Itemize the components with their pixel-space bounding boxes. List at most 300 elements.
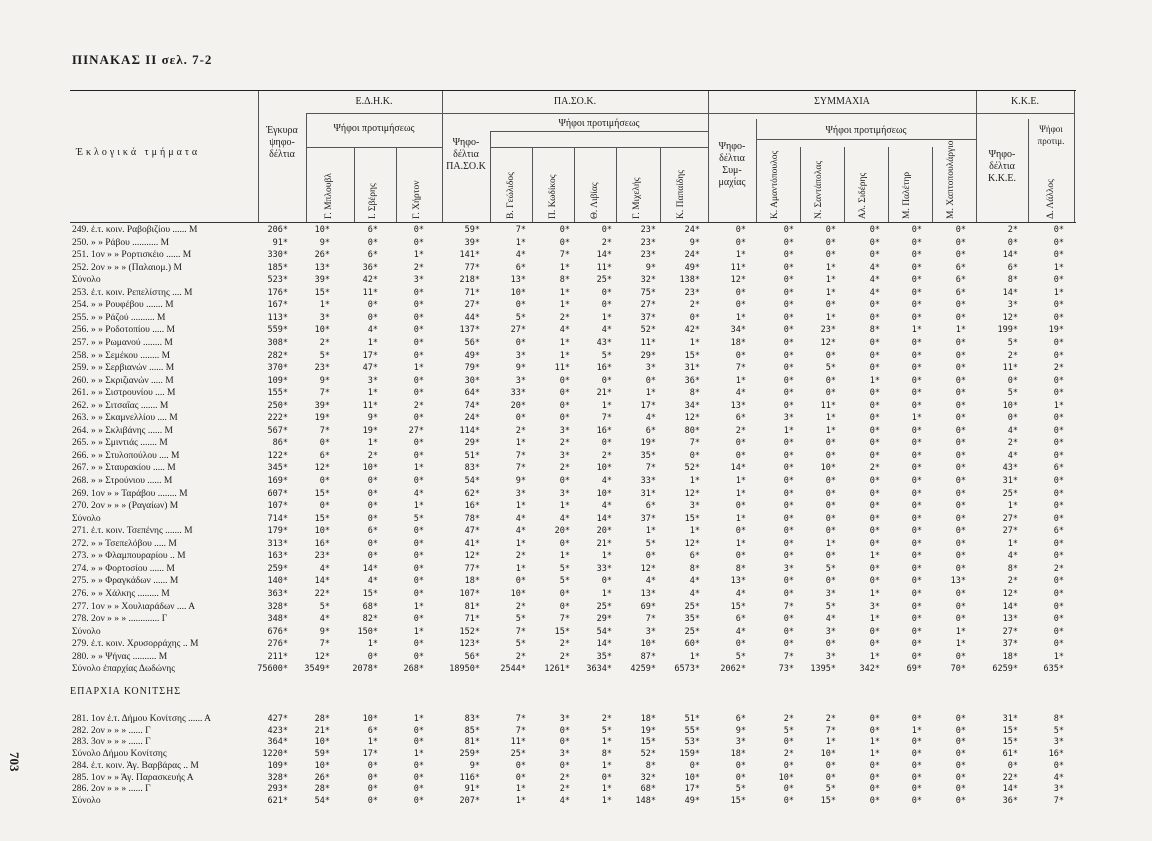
cell: 676* [267,626,288,637]
cell: 268* [403,664,424,675]
cell: 31* [684,363,700,374]
cell: 0* [869,225,880,235]
pasok-label: ΠΑ.ΣΟ.Κ. [553,96,597,107]
cell: 0* [783,450,794,461]
cell: 7* [319,639,330,650]
cell: 15* [554,626,570,637]
table-row [0,796,1152,806]
cell: 6* [367,225,378,235]
cell: 18* [640,714,656,724]
cell: 10* [596,488,612,499]
cell: 0* [955,225,966,235]
row-label: 274. » » Φορτοσίου ...... Μ [72,563,175,574]
cell: 14* [1002,287,1018,298]
cell: 0* [825,476,836,486]
cell: 0* [783,237,794,248]
cell: 1* [689,651,700,662]
row-label: 260. » » Σκριζιανών ..... Μ [72,375,174,386]
cell: 0* [783,225,794,235]
cell: 33* [640,476,656,486]
cell: 123* [459,639,480,650]
cell: 4* [319,563,330,574]
cell: 1* [735,488,746,499]
cell: 211* [267,651,288,662]
cell: 4* [869,262,880,273]
cell: 0* [1053,760,1064,771]
cell: 6259* [992,664,1018,675]
cell: 0* [735,639,746,650]
cell: 0* [911,375,922,386]
cell: 1* [869,737,880,748]
table-row [0,761,1152,771]
table-row [0,539,1152,549]
table-row [0,614,1152,624]
cell: 5* [601,725,612,736]
cell: 7* [515,714,526,724]
cell: 348* [267,614,288,625]
cell: 15* [314,287,330,298]
cell: 0* [911,501,922,512]
cell: 113* [267,312,288,323]
cell: 4* [735,626,746,637]
cell: 0* [911,225,922,235]
cell: 313* [267,538,288,549]
cell: 3* [1053,737,1064,748]
cell: 85* [464,725,480,736]
cell: 0* [911,488,922,499]
cell: 20* [554,526,570,537]
cell: 27* [1002,626,1018,637]
cell: 282* [267,350,288,361]
cell: 15* [820,795,836,806]
cell: 4* [645,576,656,587]
cell: 74* [464,400,480,411]
cell: 1* [413,626,424,637]
cell: 6* [689,551,700,562]
cell: 15* [1002,737,1018,748]
cell: 0* [1053,626,1064,637]
cell: 12* [1002,588,1018,599]
cell: 6573* [674,664,700,675]
cell: 0* [559,476,570,486]
cell: 0* [783,463,794,474]
cell: 0* [911,614,922,625]
cell: 0* [869,784,880,795]
cell: 109* [267,375,288,386]
cell: 61* [1002,749,1018,760]
cell: 0* [869,526,880,537]
cell: 0* [645,551,656,562]
cell: 15* [640,737,656,748]
cell: 4* [869,275,880,286]
cell: 0* [735,300,746,311]
cell: 0* [869,639,880,650]
valid-ballots-label: Έγκυρα ψηφο-δέλτια [266,125,298,160]
cell: 0* [869,760,880,771]
cell: 3* [515,488,526,499]
cell: 0* [559,400,570,411]
cell: 27* [510,325,526,336]
cell: 0* [783,639,794,650]
cell: 5* [825,601,836,612]
cell: 0* [735,772,746,783]
cell: 259* [459,749,480,760]
row-label: 261. » » Σιστρουνίου .... Μ [72,388,176,399]
cell: 10* [1002,400,1018,411]
cell: 44* [464,312,480,323]
cell: 7* [1053,795,1064,806]
cell: 0* [1053,513,1064,524]
cell: 0* [367,795,378,806]
cell: 0* [955,588,966,599]
cell: 0* [955,784,966,795]
cell: 1* [911,725,922,736]
cell: 0* [319,501,330,512]
cell: 4* [601,501,612,512]
cell: 3* [645,363,656,374]
cell: 3* [367,375,378,386]
table-row [0,426,1152,436]
cell: 23* [684,287,700,298]
cell: 23* [314,363,330,374]
cell: 1* [413,501,424,512]
cell: 2* [559,784,570,795]
cell: 523* [267,275,288,286]
cell: 0* [1007,760,1018,771]
cell: 0* [955,388,966,399]
cell: 0* [955,551,966,562]
row-label: Σύνολο [72,795,101,806]
cell: 12* [640,563,656,574]
cell: 0* [783,388,794,399]
cell: 13* [950,576,966,587]
cell: 7* [783,651,794,662]
cell: 20* [596,526,612,537]
cell: 0* [413,760,424,771]
cell: 12* [314,651,330,662]
cell: 0* [783,614,794,625]
cell: 0* [869,714,880,724]
cell: 0* [825,225,836,235]
cell: 0* [955,526,966,537]
cell: 14* [596,639,612,650]
cell: 0* [911,300,922,311]
cell: 1* [515,538,526,549]
cell: 3* [559,488,570,499]
cell: 1* [735,538,746,549]
cell: 0* [413,388,424,399]
cell: 0* [869,300,880,311]
cell: 0* [783,538,794,549]
cell: 24* [464,413,480,424]
cell: 0* [825,772,836,783]
cell: 0* [1053,639,1064,650]
cell: 12* [684,413,700,424]
cell: 1* [1053,651,1064,662]
cell: 2* [559,463,570,474]
cell: 1* [955,626,966,637]
cell: 1* [689,526,700,537]
cell: 0* [911,262,922,273]
row-label: 268. » » Στρούνιου ...... Μ [72,476,173,486]
row-label: 273. » » Φλαμπουραρίου .. Μ [72,551,186,562]
cell: 12* [684,538,700,549]
cell: 1* [825,737,836,748]
cell: 4* [559,795,570,806]
cell: 0* [413,413,424,424]
cell: 0* [601,772,612,783]
cell: 0* [955,749,966,760]
cell: 0* [1053,476,1064,486]
cell: 18* [730,749,746,760]
cell: 0* [783,337,794,348]
cell: 0* [911,526,922,537]
row-label: 252. 2ον » » » (Παλαιομ.) Μ [72,262,182,273]
cell: 0* [1053,488,1064,499]
row-label: 259. » » Σερβιανών ...... Μ [72,363,175,374]
cell: 0* [911,363,922,374]
table-row [0,250,1152,260]
cell: 152* [459,626,480,637]
cell: 29* [596,614,612,625]
cell: 1* [869,588,880,599]
cell: 0* [911,601,922,612]
cell: 3* [869,601,880,612]
cell: 0* [911,438,922,449]
cell: 11* [362,400,378,411]
cell: 14* [1002,250,1018,261]
cell: 0* [825,513,836,524]
cell: 0* [955,375,966,386]
cell: 1* [601,400,612,411]
cell: 13* [510,275,526,286]
pasok-cand-1: Β. Γεώλιδος [506,172,516,219]
cell: 0* [367,237,378,248]
cell: 6* [367,725,378,736]
cell: 22* [1002,772,1018,783]
cell: 0* [869,413,880,424]
cell: 23* [640,225,656,235]
cell: 59* [314,749,330,760]
cell: 328* [267,601,288,612]
cell: 54* [596,626,612,637]
cell: 14* [596,513,612,524]
cell: 2* [1053,363,1064,374]
cell: 1* [825,287,836,298]
cell: 83* [464,463,480,474]
kke-cand-1: Δ. Λάλλος [1046,179,1056,219]
cell: 10* [362,714,378,724]
cell: 3634* [586,664,612,675]
cell: 4* [367,576,378,587]
cell: 11* [510,737,526,748]
cell: 25* [684,626,700,637]
cell: 81* [464,737,480,748]
cell: 15* [1002,725,1018,736]
cell: 714* [267,513,288,524]
table-row [0,576,1152,586]
table-row [0,388,1152,398]
cell: 0* [319,438,330,449]
cell: 4* [515,526,526,537]
row-label: Σύνολο [72,626,101,637]
row-label: 265. » » Σμιντιάς ....... Μ [72,438,168,449]
row-label: 281. 1ον ἐ.τ. Δήμου Κονίτσης ...... Α [72,714,212,724]
pasok-cand-5: Κ. Παπαίδης [676,170,686,219]
cell: 1* [601,784,612,795]
cell: 0* [1053,300,1064,311]
cell: 0* [783,501,794,512]
row-label: 272. » » Τσεπελόβου ..... Μ [72,538,177,549]
cell: 12* [820,337,836,348]
cell: 12* [314,463,330,474]
cell: 9* [689,237,700,248]
cell: 0* [955,760,966,771]
cell: 0* [689,760,700,771]
cell: 1* [735,476,746,486]
cell: 0* [1053,337,1064,348]
cell: 3* [1053,784,1064,795]
cell: 1* [319,300,330,311]
cell: 607* [267,488,288,499]
cell: 0* [955,413,966,424]
region-heading: ΕΠΑΡΧΙΑ ΚΟΝΙΤΣΗΣ [70,686,182,697]
cell: 15* [314,513,330,524]
cell: 0* [559,588,570,599]
cell: 14* [314,576,330,587]
cell: 6* [1053,463,1064,474]
cell: 0* [515,576,526,587]
cell: 0* [783,350,794,361]
cell: 0* [783,576,794,587]
cell: 1* [515,501,526,512]
cell: 0* [911,350,922,361]
cell: 21* [314,725,330,736]
cell: 42* [362,275,378,286]
cell: 0* [1053,312,1064,323]
cell: 0* [601,576,612,587]
cell: 39* [314,275,330,286]
cell: 0* [825,551,836,562]
cell: 342* [859,664,880,675]
row-label: 258. » » Σεμέκου ........ Μ [72,350,171,361]
cell: 15* [684,350,700,361]
cell: 0* [413,784,424,795]
cell: 6* [1007,262,1018,273]
cell: 185* [267,262,288,273]
cell: 2* [413,262,424,273]
cell: 52* [684,463,700,474]
cell: 1* [783,425,794,436]
cell: 3* [515,350,526,361]
page-title: ΠΙΝΑΚΑΣ ΙΙ σελ. 7-2 [72,52,213,67]
cell: 1* [601,551,612,562]
cell: 0* [1053,614,1064,625]
table-row [0,225,1152,235]
cell: 3* [413,275,424,286]
row-label: 284. ἐ.τ. κοιν. Άγ. Βαρβάρας .. Μ [72,760,199,771]
cell: 0* [825,450,836,461]
cell: 0* [413,526,424,537]
cell: 2* [1007,350,1018,361]
cell: 29* [640,350,656,361]
cell: 0* [515,413,526,424]
cell: 16* [314,538,330,549]
cell: 11* [596,262,612,273]
cell: 0* [413,563,424,574]
cell: 2* [783,749,794,760]
cell: 0* [825,300,836,311]
cell: 0* [367,538,378,549]
cell: 4* [515,513,526,524]
cell: 0* [911,513,922,524]
cell: 163* [267,551,288,562]
cell: 30* [464,375,480,386]
cell: 141* [459,250,480,261]
cell: 0* [911,450,922,461]
cell: 3* [559,425,570,436]
cell: 8* [689,388,700,399]
cell: 0* [955,300,966,311]
cell: 0* [1053,413,1064,424]
cell: 1* [735,513,746,524]
cell: 1* [869,375,880,386]
cell: 0* [825,576,836,587]
cell: 370* [267,363,288,374]
cell: 1* [869,749,880,760]
cell: 1* [367,438,378,449]
cell: 0* [955,312,966,323]
cell: 10* [510,588,526,599]
cell: 37* [640,312,656,323]
cell: 0* [413,300,424,311]
cell: 4* [601,325,612,336]
cell: 6* [1053,526,1064,537]
cell: 8* [1007,563,1018,574]
table-row [0,263,1152,273]
cell: 7* [559,614,570,625]
cell: 140* [267,576,288,587]
symmaxia-ballots-label: Ψηφο-δέλτια Συμ-μαχίας [718,141,746,188]
cell: 218* [459,275,480,286]
cell: 8* [1053,714,1064,724]
row-label: 271. ἐ.τ. κοιν. Τσεπένης ....... Μ [72,526,193,537]
cell: 0* [955,737,966,748]
cell: 1* [601,795,612,806]
cell: 0* [911,714,922,724]
cell: 16* [596,425,612,436]
cell: 10* [314,325,330,336]
table-row [0,514,1152,524]
cell: 4* [319,614,330,625]
cell: 0* [869,476,880,486]
cell: 0* [825,375,836,386]
cell: 10* [640,639,656,650]
cell: 7* [319,425,330,436]
cell: 0* [559,237,570,248]
cell: 4* [559,513,570,524]
table-header [70,90,1076,223]
cell: 5* [559,563,570,574]
cell: 6* [319,450,330,461]
cell: 0* [1053,225,1064,235]
cell: 62* [464,488,480,499]
cell: 5* [319,601,330,612]
cell: 0* [955,488,966,499]
cell: 75600* [257,664,288,675]
cell: 0* [911,772,922,783]
cell: 33* [596,563,612,574]
